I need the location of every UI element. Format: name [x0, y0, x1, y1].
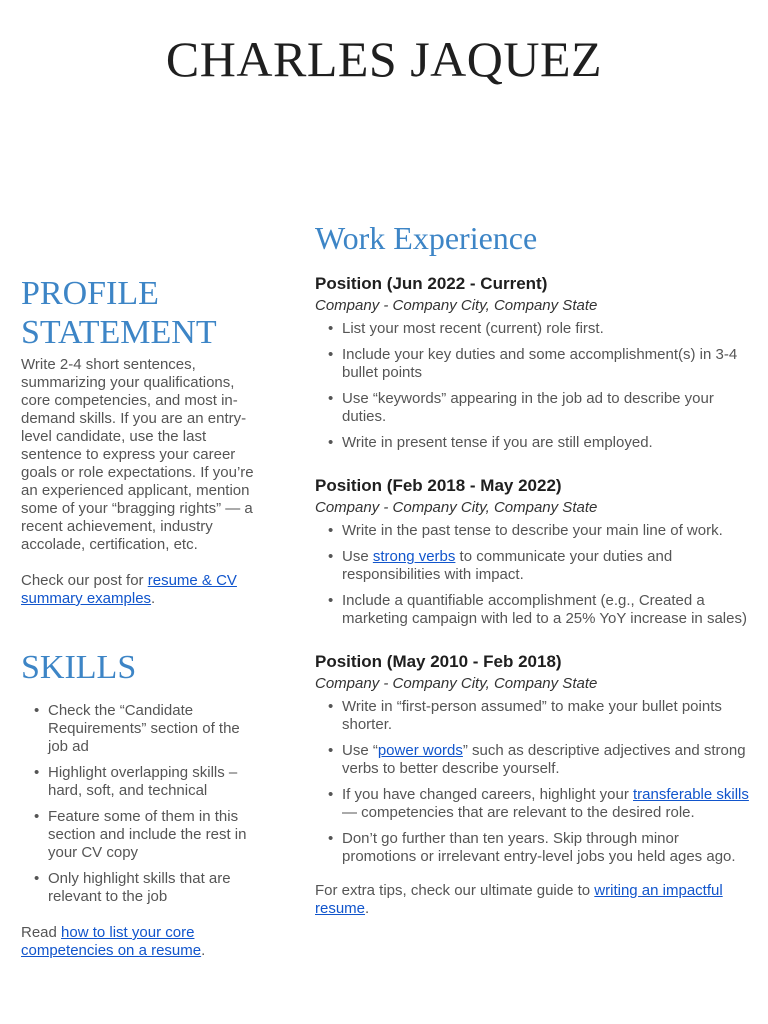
job-company: Company - Company City, Company State	[315, 499, 598, 516]
job-bullets	[315, 320, 755, 452]
job-bullet: • Don’t go further than ten years. Skip through minor promotions or irrelevant entry-level jobs you held ages ago.	[342, 830, 755, 866]
skills-heading: SKILLS	[21, 649, 137, 686]
job-bullet: • Include your key duties and some accomplishment(s) in 3-4 bullet points	[342, 346, 755, 382]
strong-verbs-link[interactable]: strong verbs	[372, 548, 456, 565]
work-experience-heading: Work Experience	[315, 220, 538, 256]
profile-statement-heading: PROFILE STATEMENT	[21, 275, 217, 351]
job-bullet-prefix: Use “	[342, 742, 378, 759]
job-bullet-suffix: to communicate your duties and responsibilities with impact.	[342, 548, 673, 583]
job-bullet: • List your most recent (current) role first.	[342, 320, 755, 338]
job-company: Company - Company City, Company State	[315, 297, 598, 314]
skills-list-item: • Feature some of them in this section and include the rest in your CV copy	[48, 808, 261, 862]
job-bullet: • Write in present tense if you are still employed.	[342, 434, 755, 452]
job-bullet	[342, 786, 755, 822]
resume-name: CHARLES JAQUEZ	[165, 31, 603, 87]
job-bullet	[342, 742, 755, 778]
profile-check-prefix: Check our post for	[21, 572, 148, 589]
profile-check-suffix: .	[151, 590, 156, 607]
skills-list-item: • Only highlight skills that are relevant to the job	[48, 870, 261, 906]
job-bullet-suffix: — competencies that are relevant to the desired role.	[342, 804, 695, 821]
profile-check-note	[21, 572, 261, 608]
skills-read-suffix: .	[201, 942, 206, 959]
job-entry	[315, 476, 755, 628]
summary-examples-link[interactable]: resume & CV summary examples	[21, 572, 237, 607]
profile-statement-text: Write 2-4 short sentences, summarizing your qualifications, core competencies, and most in-demand skills. If you are an entry-level candidate, use the last sentence to express your career goals or role expectations. If you’re an experienced applicant, mention some of your “bragging rights” — a recent achievement, industry accolade, certification, etc.	[21, 356, 254, 553]
work-footer-suffix: .	[365, 900, 370, 917]
left-column	[21, 270, 261, 960]
job-entry	[315, 652, 755, 866]
work-footer-prefix: For extra tips, check our ultimate guide to	[315, 882, 595, 899]
skills-list-item: • Highlight overlapping skills – hard, soft, and technical	[48, 764, 261, 800]
job-bullet: • Write in “first-person assumed” to make your bullet points shorter.	[342, 698, 755, 734]
job-bullet-prefix: Use	[342, 548, 373, 565]
job-bullet: • Write in the past tense to describe your main line of work.	[342, 522, 755, 540]
job-entry	[315, 274, 755, 452]
job-bullet: • Use “keywords” appearing in the job ad to describe your duties.	[342, 390, 755, 426]
transferable-skills-link[interactable]: transferable skills	[633, 786, 749, 803]
job-company: Company - Company City, Company State	[315, 675, 598, 692]
right-column	[315, 218, 755, 918]
job-position: Position (Feb 2018 - May 2022)	[315, 476, 562, 495]
skills-list	[21, 702, 261, 906]
skills-list-item: • Check the “Candidate Requirements” section of the job ad	[48, 702, 261, 756]
job-position: Position (May 2010 - Feb 2018)	[315, 652, 562, 671]
job-bullet-prefix: If you have changed careers, highlight your	[342, 786, 634, 803]
job-bullets	[315, 522, 755, 628]
job-position: Position (Jun 2022 - Current)	[315, 274, 548, 293]
job-bullet-suffix: ” such as descriptive adjectives and strong verbs to better describe yourself.	[342, 742, 746, 777]
job-bullet: • Include a quantifiable accomplishment (e.g., Created a marketing campaign with led to a 25% YoY increase in sales)	[342, 592, 755, 628]
skills-read-prefix: Read	[21, 924, 62, 941]
core-competencies-link[interactable]: how to list your core competencies on a resume	[21, 924, 202, 959]
job-bullets	[315, 698, 755, 866]
impactful-resume-guide-link[interactable]: writing an impactful resume	[315, 882, 723, 917]
work-footer-note	[315, 882, 755, 918]
job-bullet	[342, 548, 755, 584]
power-words-link[interactable]: power words	[377, 742, 463, 759]
skills-read-note	[21, 924, 261, 960]
